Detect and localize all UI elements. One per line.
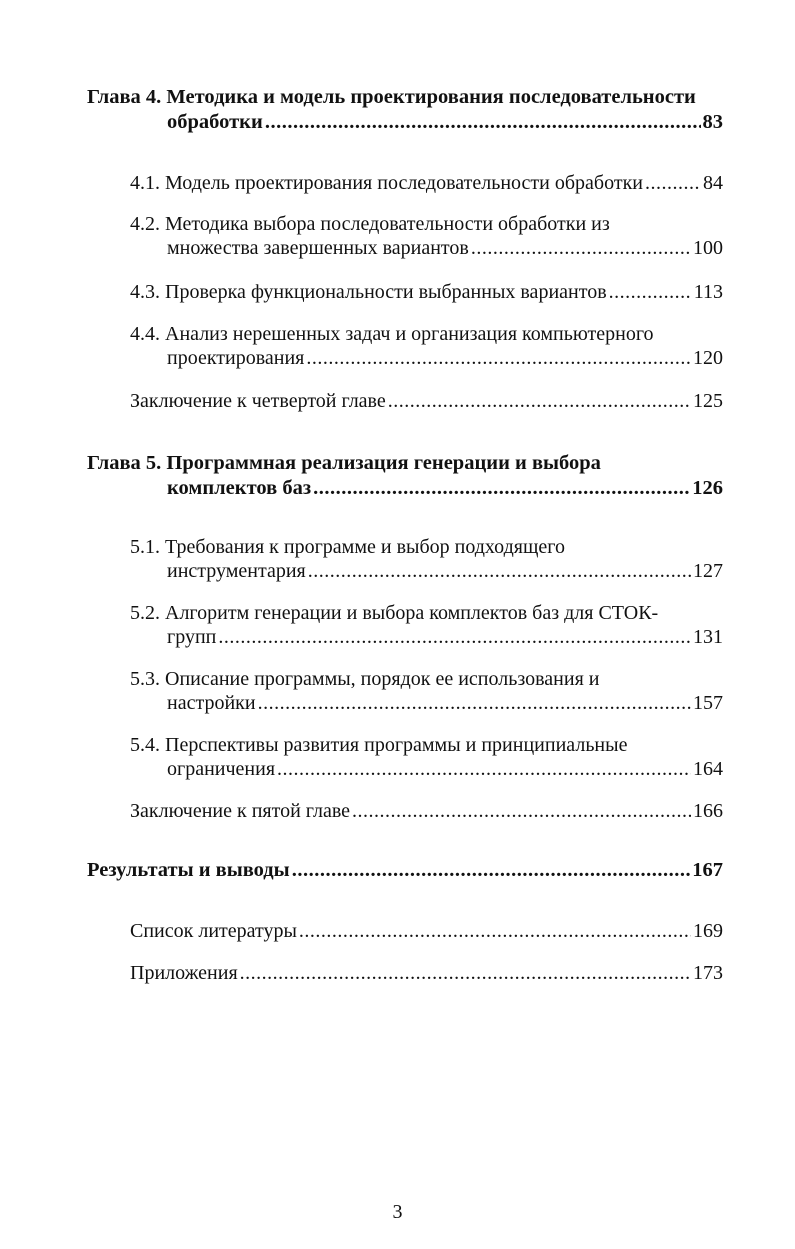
dot-leader <box>645 171 701 195</box>
dot-leader <box>313 476 690 500</box>
toc-references <box>130 919 723 943</box>
toc-page-number: 126 <box>692 477 723 499</box>
toc-section-5-2-title: 5.2. Алгоритм генерации и выбора комплектов баз для СТОК- <box>130 602 659 624</box>
toc-page-number: 84 <box>703 172 723 194</box>
toc-entry-text: Приложения <box>130 962 238 984</box>
toc-page-number: 167 <box>692 859 723 881</box>
toc-entry-text: проектирования <box>167 347 305 369</box>
toc-section-4-2-title: 4.2. Методика выбора последовательности обработки из <box>130 213 610 235</box>
toc-conclusion-4 <box>130 389 723 413</box>
toc-entry-text: 4.1. Модель проектирования последовательности обработки <box>130 172 643 194</box>
toc-section-5-1-title: 5.1. Требования к программе и выбор подходящего <box>130 536 565 558</box>
dot-leader <box>240 961 691 985</box>
toc-entry-text: Заключение к пятой главе <box>130 800 351 822</box>
page-number: 3 <box>392 1201 403 1223</box>
toc-section-4-1 <box>130 171 723 195</box>
toc-entry-text: множества завершенных вариантов <box>167 237 469 259</box>
dot-leader <box>471 236 691 260</box>
toc-section-4-4-title: 4.4. Анализ нерешенных задач и организация компьютерного <box>130 323 654 345</box>
toc-page-number: 173 <box>693 962 723 984</box>
toc-section-5-2-entry <box>167 625 723 649</box>
toc-section-5-4-entry <box>167 757 723 781</box>
toc-entry-text: Список литературы <box>130 920 297 942</box>
toc-page-number: 164 <box>693 758 723 780</box>
dot-leader <box>609 280 692 304</box>
toc-entry-text: комплектов баз <box>167 477 312 499</box>
toc-entry-text: обработки <box>167 111 263 133</box>
dot-leader <box>277 757 691 781</box>
toc-chapter-4-title: Глава 4. Методика и модель проектирования последовательности <box>87 86 696 108</box>
dot-leader <box>265 110 701 134</box>
toc-chapter-4-entry <box>167 110 723 134</box>
toc-chapter-5-title: Глава 5. Программная реализация генерации и выбора <box>87 452 601 474</box>
toc-entry-text: групп <box>167 626 217 648</box>
toc-page-number: 127 <box>693 560 723 582</box>
toc-conclusion-5 <box>130 799 723 823</box>
toc-page-number: 120 <box>693 347 723 369</box>
toc-chapter-5-entry <box>167 476 723 500</box>
dot-leader <box>299 919 691 943</box>
toc-section-4-3 <box>130 280 723 304</box>
toc-results <box>87 858 723 882</box>
toc-section-4-4-entry <box>167 346 723 370</box>
toc-section-5-3-title: 5.3. Описание программы, порядок ее использования и <box>130 668 600 690</box>
toc-section-5-4-title: 5.4. Перспективы развития программы и принципиальные <box>130 734 628 756</box>
dot-leader <box>258 691 691 715</box>
dot-leader <box>292 858 691 882</box>
toc-section-5-1-entry <box>167 559 723 583</box>
toc-entry-text: ограничения <box>167 758 276 780</box>
toc-page-number: 100 <box>693 237 723 259</box>
toc-entry-text: настройки <box>167 692 256 714</box>
toc-section-5-3-entry <box>167 691 723 715</box>
toc-entry-text: инструментария <box>167 560 306 582</box>
toc-entry-text: 4.3. Проверка функциональности выбранных вариантов <box>130 281 607 303</box>
dot-leader <box>308 559 691 583</box>
toc-page-number: 113 <box>693 281 723 303</box>
dot-leader <box>306 346 691 370</box>
toc-page-number: 166 <box>693 800 723 822</box>
toc-page-number: 125 <box>693 390 723 412</box>
toc-appendix <box>130 961 723 985</box>
toc-section-4-2-entry <box>167 236 723 260</box>
toc-entry-text: Заключение к четвертой главе <box>130 390 386 412</box>
toc-page-number: 83 <box>702 111 723 133</box>
toc-entry-text: Результаты и выводы <box>87 859 290 881</box>
dot-leader <box>218 625 691 649</box>
dot-leader <box>352 799 691 823</box>
toc-page-number: 131 <box>693 626 723 648</box>
dot-leader <box>388 389 691 413</box>
toc-page-number: 169 <box>693 920 723 942</box>
toc-page-number: 157 <box>693 692 723 714</box>
